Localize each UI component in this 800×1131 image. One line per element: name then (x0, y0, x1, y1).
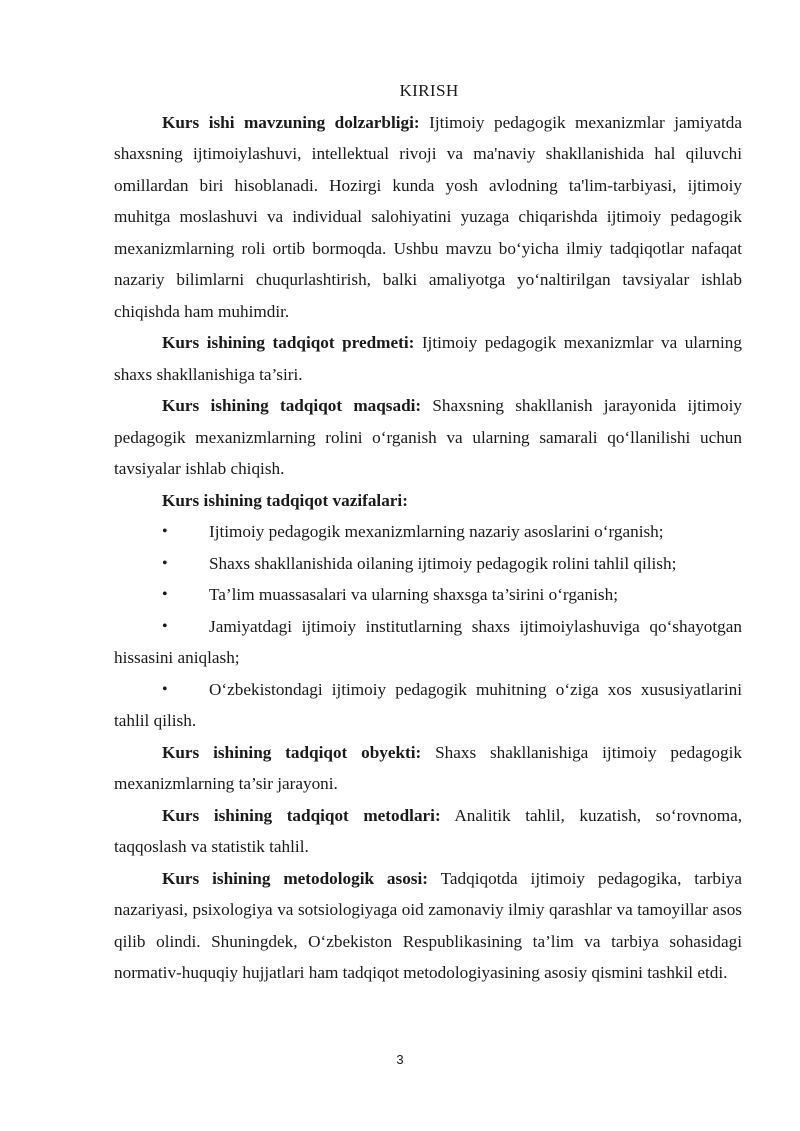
relevance-heading: Kurs ishi mavzuning dolzarbligi: (162, 112, 420, 132)
relevance-paragraph (114, 107, 742, 328)
object-text: Shaxs shakllanishiga ijtimoiy pedagogik mexanizmlarning ta’sir jarayoni. (114, 742, 742, 793)
list-item-text: Ta’lim muassasalari va ularning shaxsga ta’sirini o‘rganish; (209, 585, 618, 604)
subject-text: Ijtimoiy pedagogik mexanizmlar va ularning shaxs shakllanishiga ta’siri. (114, 333, 742, 384)
subject-heading: Kurs ishining tadqiqot predmeti: (162, 333, 415, 352)
goal-paragraph (114, 390, 742, 485)
bullet-icon: • (162, 523, 168, 540)
list-item (114, 548, 742, 580)
methodology-text: Tadqiqotda ijtimoiy pedagogika, tarbiya nazariyasi, psixologiya va sotsiologiyaga oid zamonaviy ilmiy qarashlar va tamoyillar asos qilib olindi. Shuningdek, O‘zbekiston Respublikasining ta’lim va tarbiya sohasidagi normativ-huquqiy hujjatlari ham tadqiqot metodologiyasining asosiy qismini tashkil etdi. (114, 868, 743, 982)
list-item (114, 579, 742, 611)
methodology-paragraph (114, 863, 742, 989)
goal-text: Shaxsning shakllanish jarayonida ijtimoiy pedagogik mexanizmlarning rolini o‘rganish va ularning samarali qo‘llanilishi uchun tavsiyalar ishlab chiqish. (114, 396, 742, 478)
list-item-text: Jamiyatdagi ijtimoiy institutlarning shaxs ijtimoiylashuviga qo‘shayotgan hissasini aniqlash; (114, 616, 742, 667)
list-item-text: Ijtimoiy pedagogik mexanizmlarning nazariy asoslarini o‘rganish; (209, 522, 664, 541)
relevance-text: Ijtimoiy pedagogik mexanizmlar jamiyatda shaxsning ijtimoiylashuvi, intellektual rivoji va ma'naviy shakllanishida hal qiluvchi omillardan biri hisoblanadi. Hozirgi kunda yosh avlodning ta'lim-tarbiyasi, ijtimoiy muhitga moslashuvi va individual salohiyatini yuzaga chiqarishda ijtimoiy pedagogik mexanizmlarning roli ortib bormoqda. Ushbu mavzu bo‘yicha ilmiy tadqiqotlar nafaqat nazariy bilimlarni chuqurlashtirish, balki amaliyotga yo‘naltirilgan tavsiyalar ishlab chiqishda ham muhimdir. (114, 112, 743, 321)
page-number: 3 (396, 1052, 404, 1067)
tasks-paragraph (114, 485, 742, 517)
goal-heading: Kurs ishining tadqiqot maqsadi: (162, 396, 422, 415)
page-title: KIRISH (399, 81, 459, 100)
list-item-text: O‘zbekistondagi ijtimoiy pedagogik muhitning o‘ziga xos xususiyatlarini tahlil qilish. (114, 679, 742, 730)
object-heading: Kurs ishining tadqiqot obyekti: (162, 742, 422, 762)
list-item-text: Shaxs shakllanishida oilaning ijtimoiy pedagogik rolini tahlil qilish; (209, 553, 677, 573)
bullet-icon: • (162, 554, 168, 572)
object-paragraph (114, 737, 742, 800)
methodology-heading: Kurs ishining metodologik asosi: (162, 868, 428, 888)
bullet-icon: • (162, 617, 168, 635)
methods-heading: Kurs ishining tadqiqot metodlari: (162, 805, 441, 825)
list-item (114, 674, 742, 737)
bullet-icon: • (162, 680, 168, 698)
subject-paragraph (114, 327, 742, 390)
list-item (114, 611, 742, 674)
methods-paragraph (114, 800, 742, 863)
tasks-heading: Kurs ishining tadqiqot vazifalari: (162, 490, 408, 510)
bullet-icon: • (162, 586, 168, 603)
methods-text: Analitik tahlil, kuzatish, so‘rovnoma, taqqoslash va statistik tahlil. (114, 805, 742, 856)
list-item (114, 516, 742, 548)
